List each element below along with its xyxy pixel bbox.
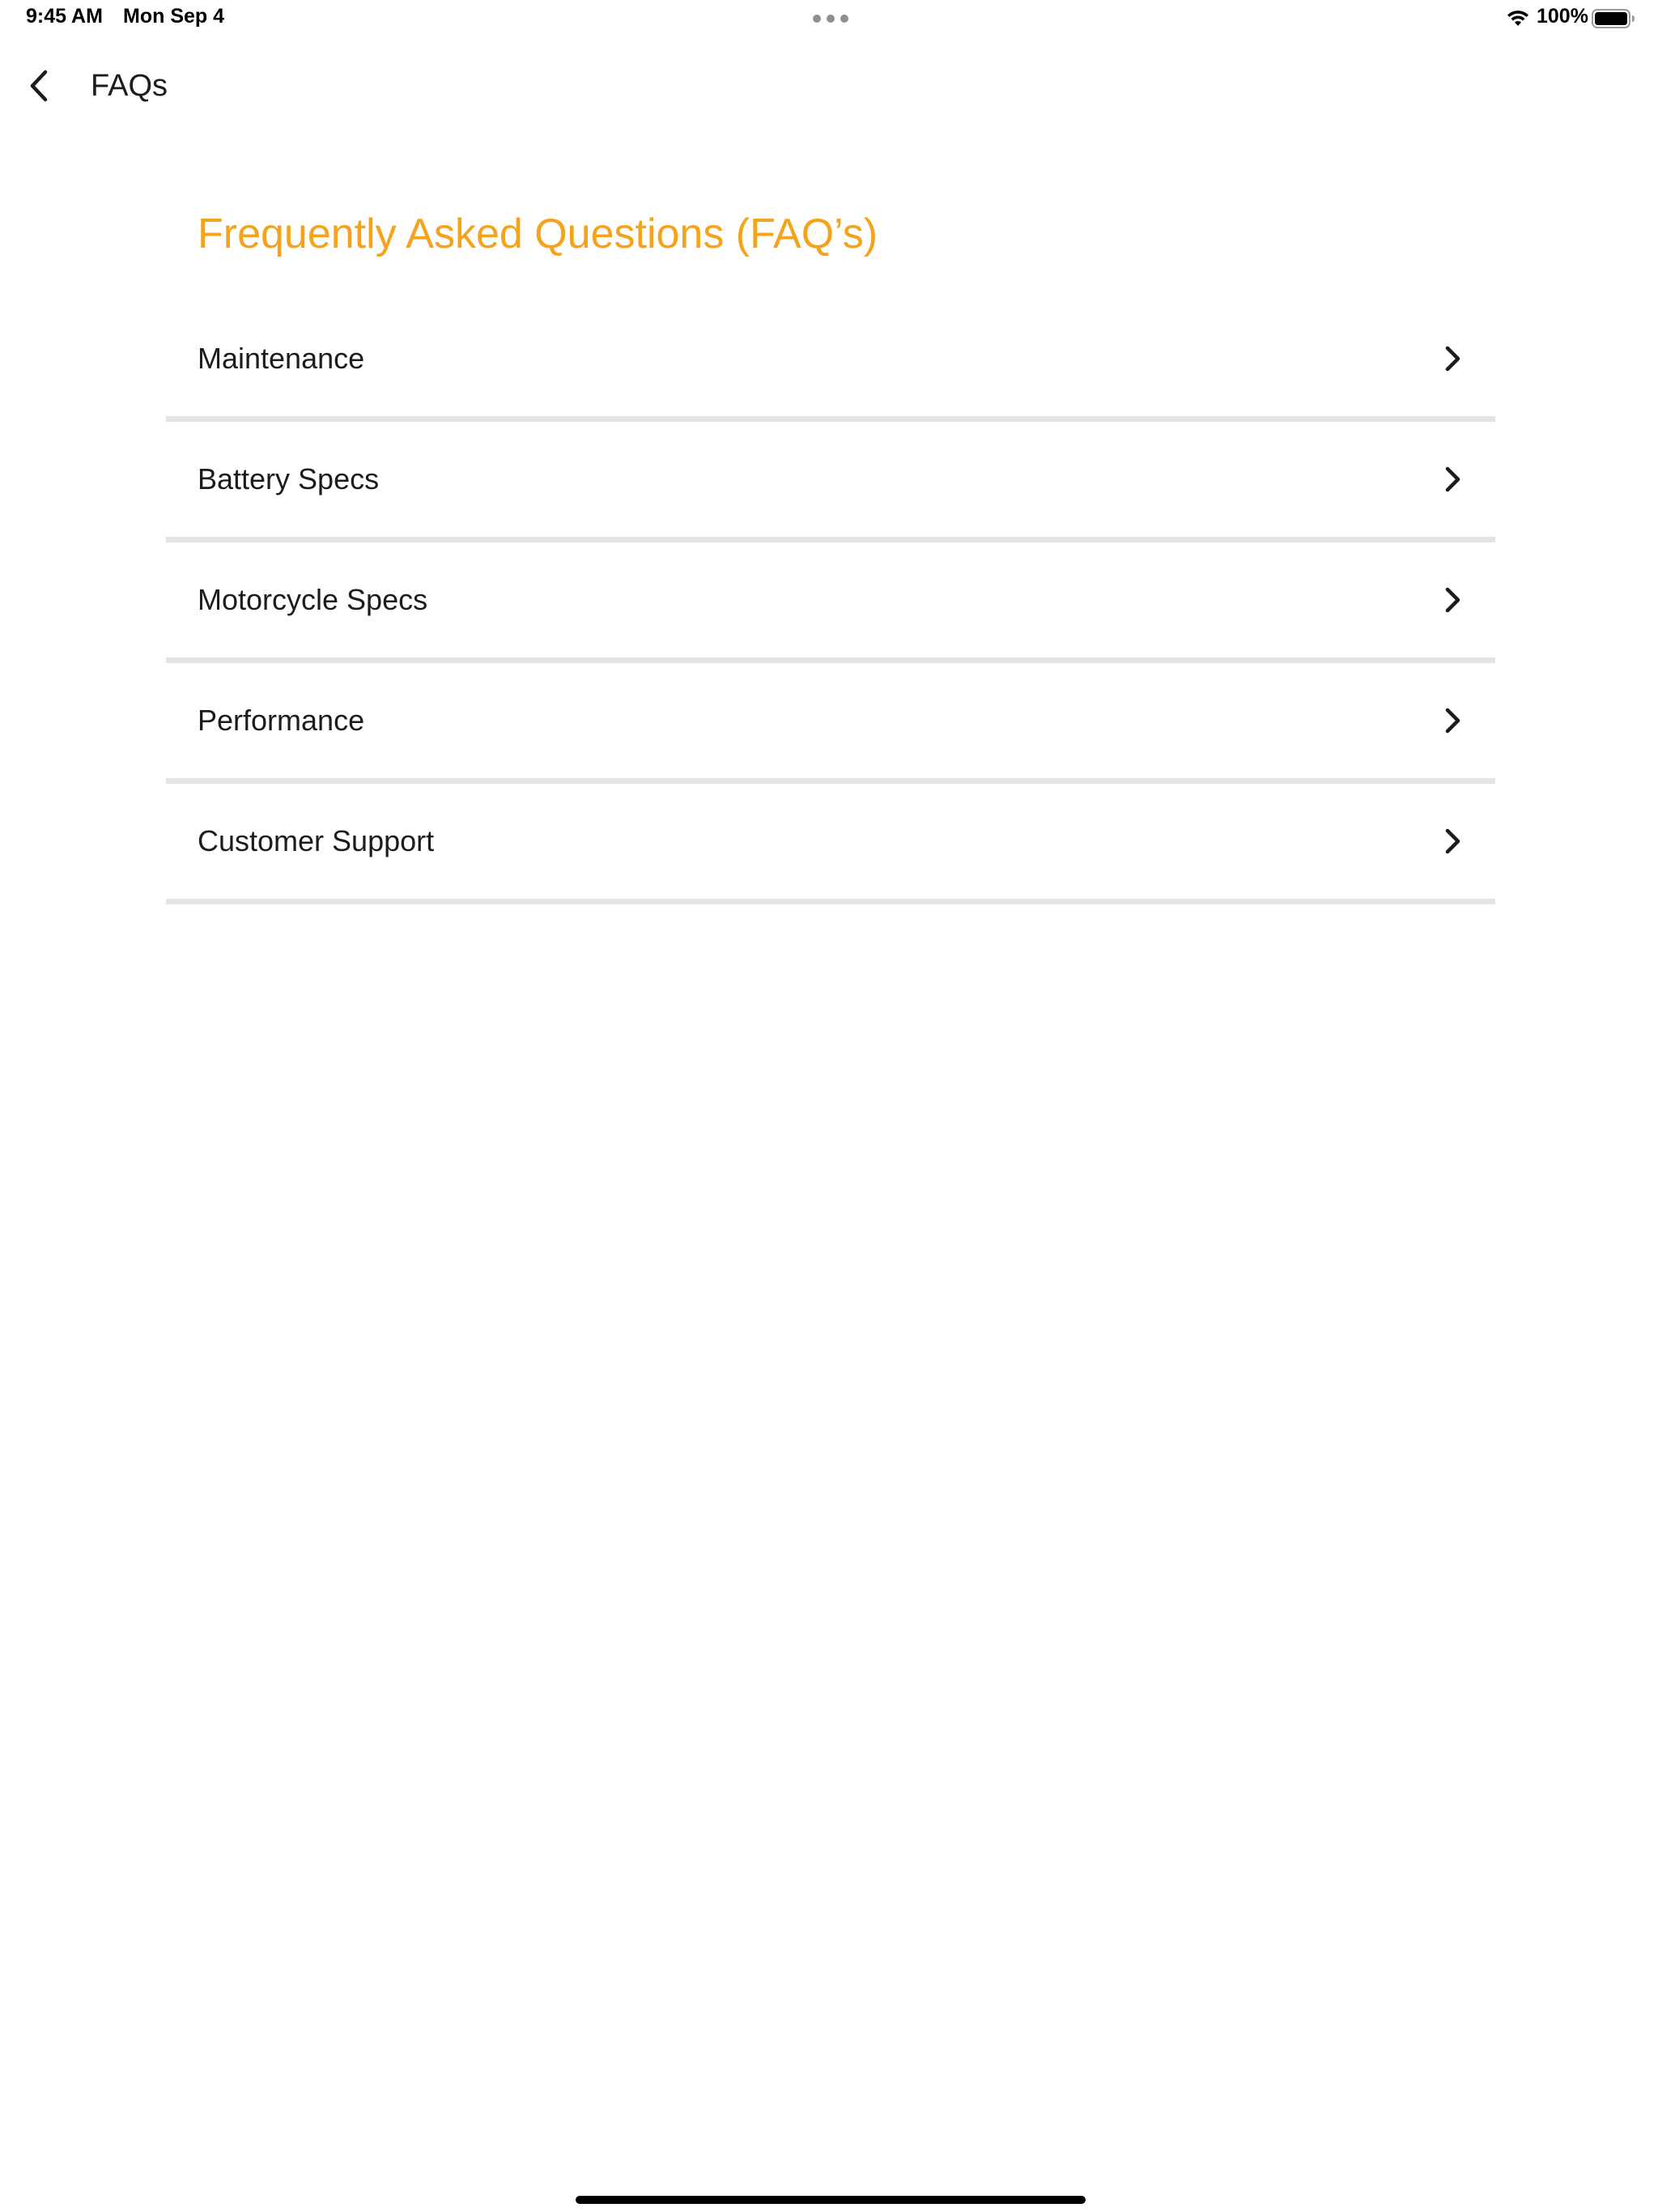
wifi-icon bbox=[1506, 8, 1530, 28]
chevron-left-icon bbox=[28, 69, 49, 103]
faq-item-label: Maintenance bbox=[198, 342, 365, 375]
faq-item-label: Motorcycle Specs bbox=[198, 583, 428, 616]
faq-item-performance[interactable] bbox=[166, 663, 1495, 784]
battery-full-icon bbox=[1592, 8, 1635, 29]
chevron-right-icon bbox=[1440, 465, 1465, 494]
chevron-right-icon bbox=[1440, 344, 1465, 373]
faq-item-customer-support[interactable] bbox=[166, 784, 1495, 904]
faq-item-label: Battery Specs bbox=[198, 462, 380, 496]
status-bar bbox=[0, 0, 1658, 39]
status-time: 9:45 AM bbox=[26, 5, 103, 28]
faq-category-list bbox=[166, 301, 1495, 904]
status-date: Mon Sep 4 bbox=[123, 5, 225, 28]
battery-percent: 100% bbox=[1537, 5, 1588, 28]
faq-item-motorcycle-specs[interactable] bbox=[166, 542, 1495, 663]
faq-item-label: Performance bbox=[198, 704, 365, 737]
chevron-right-icon bbox=[1440, 585, 1465, 615]
nav-title: FAQs bbox=[91, 69, 168, 103]
page-heading: Frequently Asked Questions (FAQ’s) bbox=[198, 211, 878, 257]
chevron-right-icon bbox=[1440, 827, 1465, 856]
faq-item-label: Customer Support bbox=[198, 824, 435, 857]
chevron-right-icon bbox=[1440, 706, 1465, 735]
faq-item-maintenance[interactable] bbox=[166, 301, 1495, 422]
back-button[interactable] bbox=[16, 63, 62, 108]
faq-item-battery-specs[interactable] bbox=[166, 422, 1495, 542]
home-indicator[interactable] bbox=[576, 2196, 1086, 2204]
multitasking-menu-icon[interactable] bbox=[813, 15, 848, 23]
